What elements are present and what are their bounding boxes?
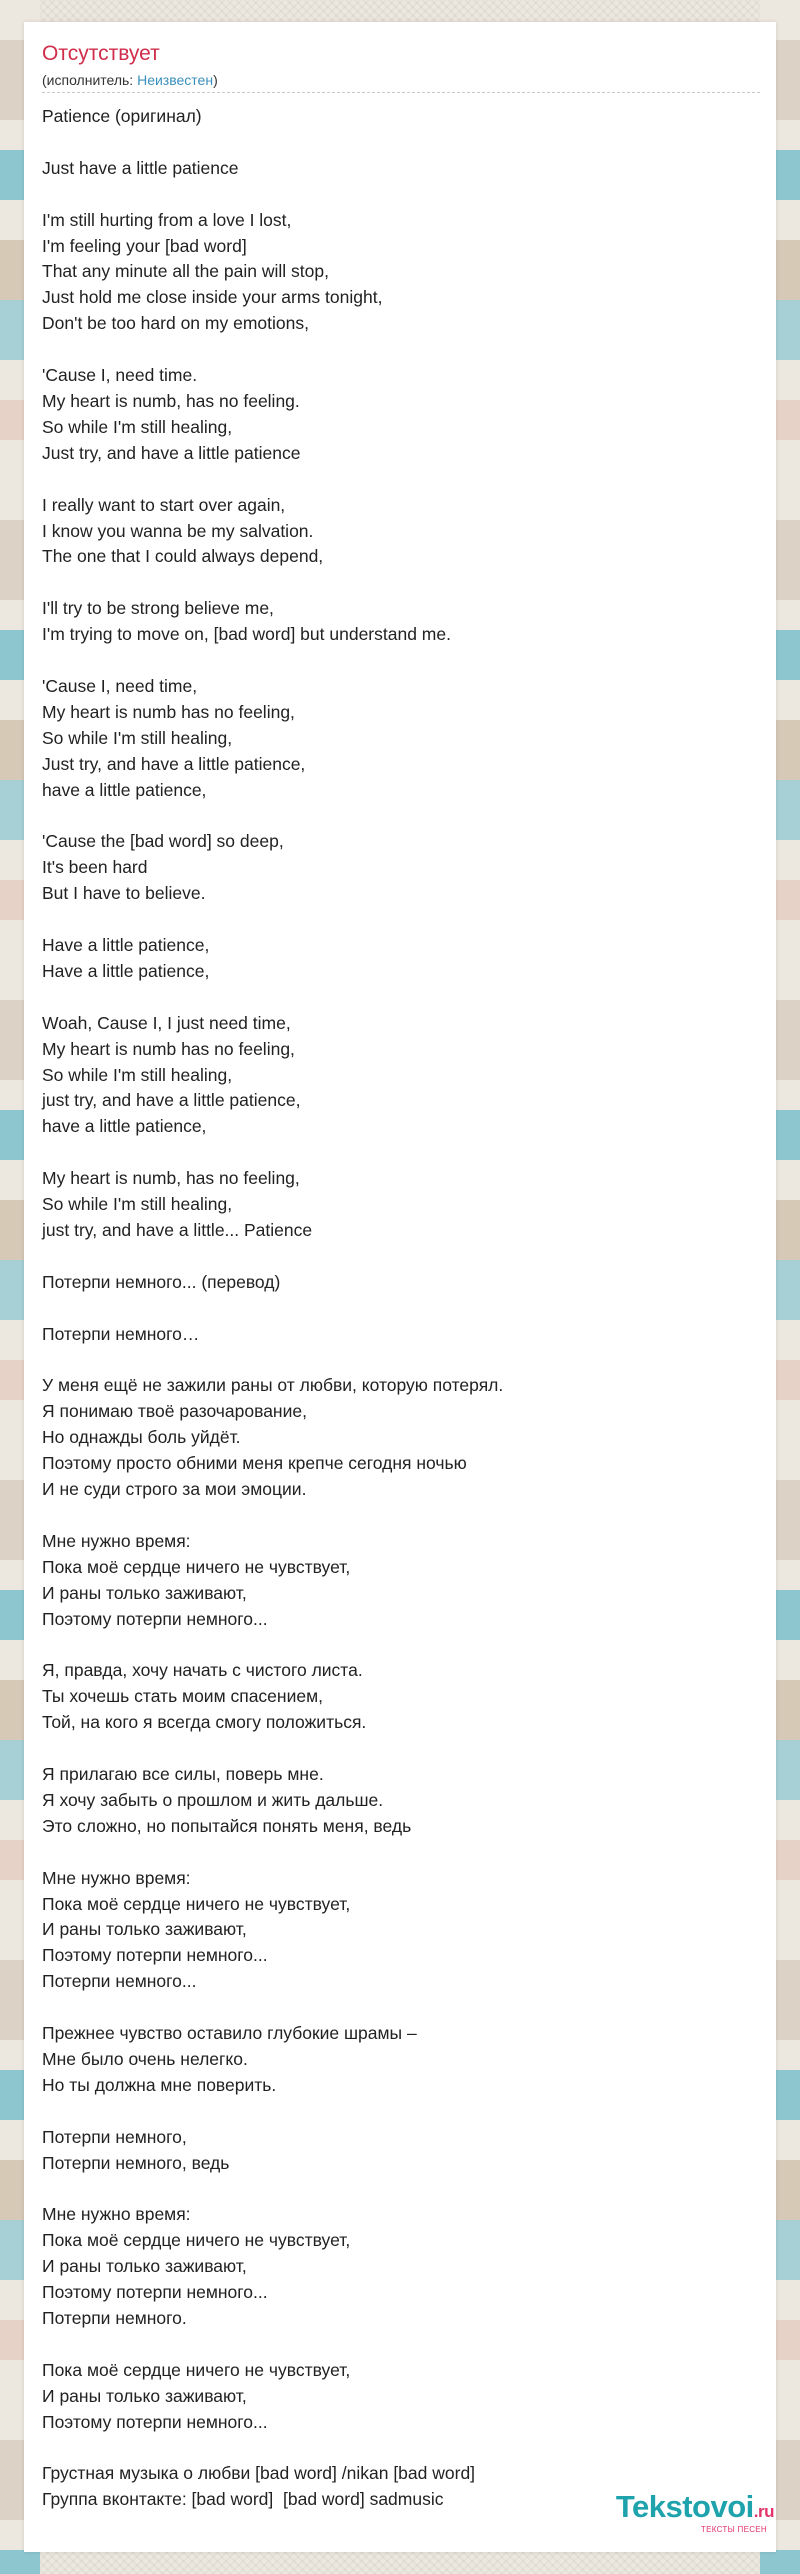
artist-prefix: (исполнитель: bbox=[42, 72, 138, 88]
song-title: Отсутствует bbox=[42, 42, 160, 65]
lyrics-text: Patience (оригинал) Just have a little patience I'm still hurting from a love I lost, I'm feeling your [bad word] That any minute all the pain will stop, Just hold me close inside your arms tonight, Don't be too hard on my emotions, 'Cause I, need time. My heart is numb, has no feeling. So while I'm still healing, Just try, and have a little patience I really want to start over again, I know you wanna be my salvation. The one that I could always depend, I'll try to be strong believe me, I'm trying to move on, [bad word] but understand me. 'Cause I, need time, My heart is numb has no feeling, So while I'm still healing, Just try, and have a little patience, have a little patience, 'Cause the [bad word] so deep, It's been hard But I have to believe. Have a little patience, Have a little patience, Woah, Cause I, I just need time, My heart is numb has no feeling, So while I'm still healing, just try, and have a little patience, have a little patience, My heart is numb, has no feeling, So while I'm still healing, just try, and have a little... Patience Потерпи немного... (перевод) Потерпи немного… У меня ещё не зажили раны от любви, которую потерял. Я понимаю твоё разочарование, Но однажды боль уйдёт. Поэтому просто обними меня крепче сегодня ночью И не суди строго за мои эмоции. Мне нужно время: Пока моё сердце ничего не чувствует, И раны только заживают, Поэтому потерпи немного... Я, правда, хочу начать с чистого листа. Ты хочешь стать моим спасением, Той, на кого я всегда смогу положиться. Я прилагаю все силы, поверь мне. Я хочу забыть о прошлом и жить дальше. Это сложно, но попытайся понять меня, ведь Мне нужно время: Пока моё сердце ничего не чувствует, И раны только заживают, Поэтому потерпи немного... Потерпи немного... Прежнее чувство оставило глубокие шрамы – Мне было очень нелегко. Но ты должна мне поверить. Потерпи немного, Потерпи немного, ведь Мне нужно время: Пока моё сердце ничего не чувствует, И раны только заживают, Поэтому потерпи немного... Потерпи немного. Пока моё сердце ничего не чувствует, И раны только заживают, Поэтому потерпи немного... Грустная музыка о любви [bad word] /nikan [bad word] Группа вконтакте: [bad word] [bad word] sadmusic bbox=[42, 106, 504, 2510]
header-divider bbox=[42, 92, 760, 93]
artist-line bbox=[42, 72, 218, 88]
artist-suffix: ) bbox=[213, 72, 218, 88]
logo-name: Tekstovoi bbox=[615, 2489, 754, 2524]
site-logo[interactable] bbox=[616, 2491, 774, 2522]
lyrics-card bbox=[24, 22, 776, 2552]
logo-tld: .ru bbox=[753, 2502, 774, 2521]
artist-link[interactable]: Неизвестен bbox=[137, 72, 214, 88]
logo-tagline: ТЕКСТЫ ПЕСЕН bbox=[700, 2525, 767, 2534]
